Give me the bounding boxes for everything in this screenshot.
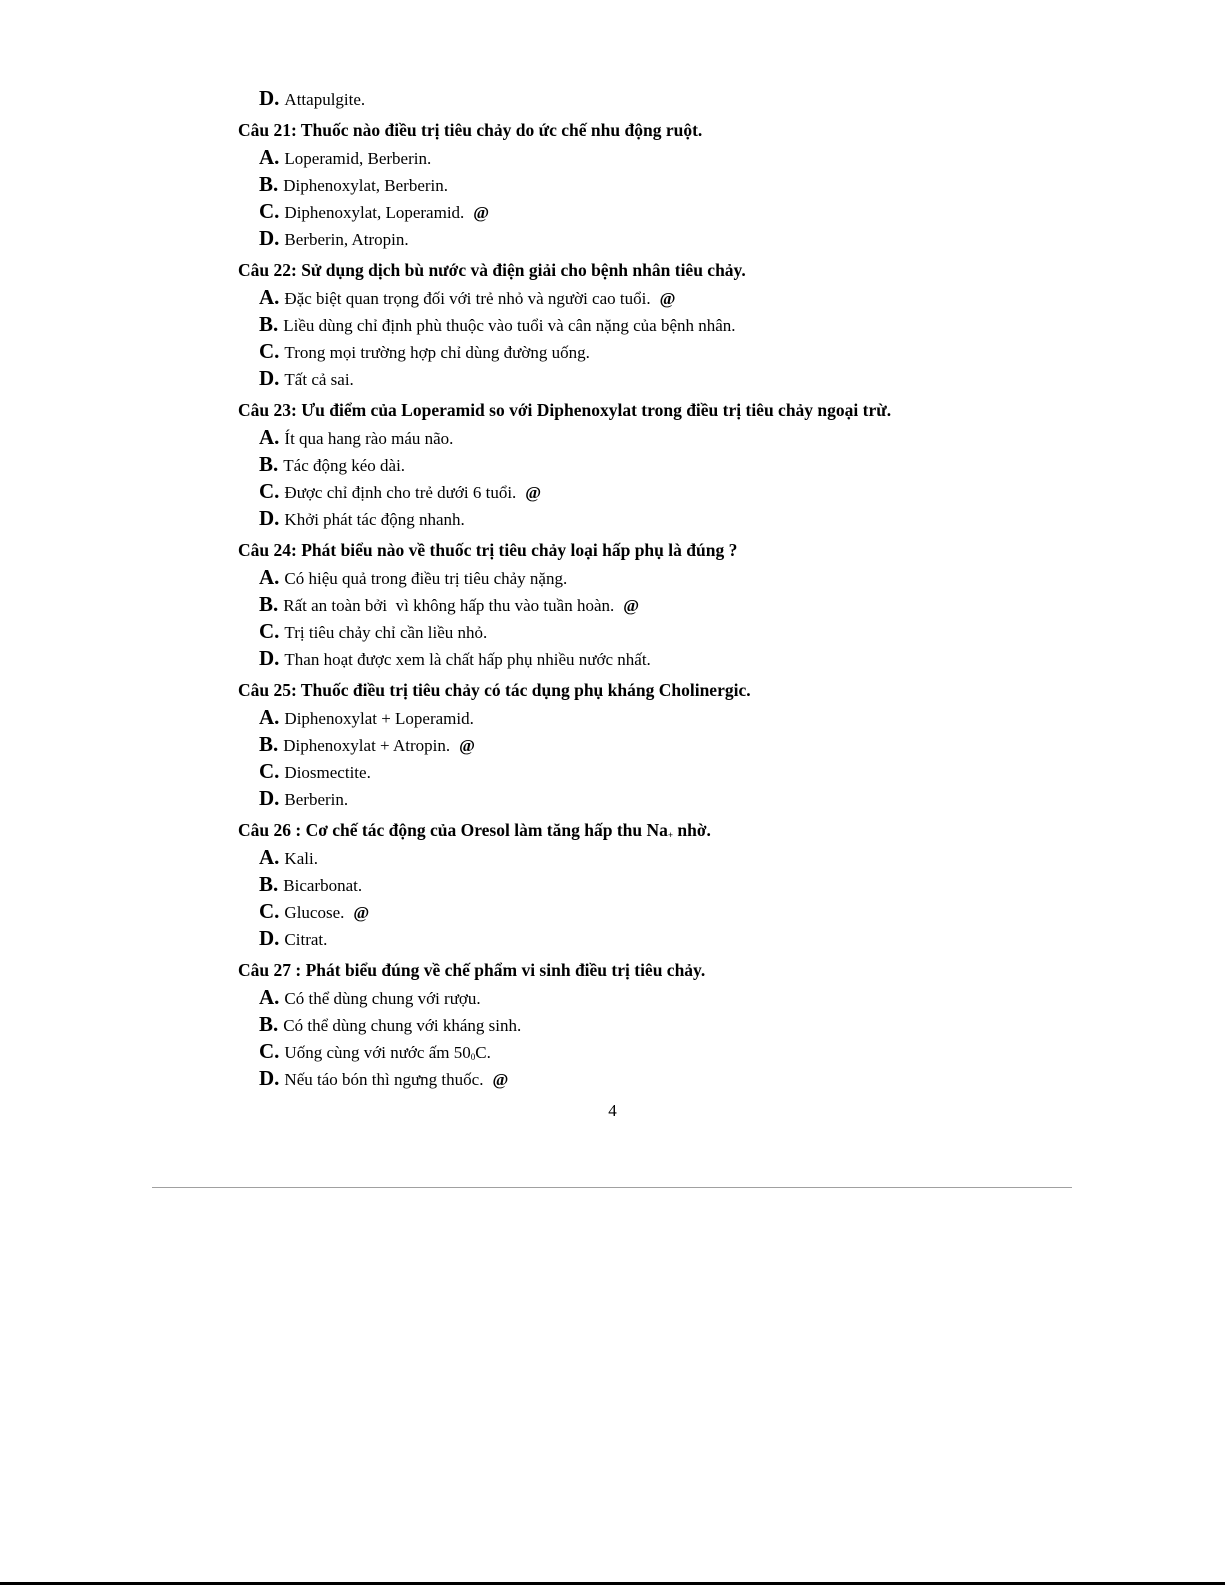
superscript-plus: + <box>667 830 674 840</box>
option-letter: A. <box>259 285 280 309</box>
option-text: Liều dùng chỉ định phù thuộc vào tuổi và cân nặng của bệnh nhân. <box>283 316 736 335</box>
option-text: Attapulgite. <box>284 90 366 109</box>
option-item <box>238 645 1138 672</box>
option-letter: C. <box>259 339 280 363</box>
option-letter: A. <box>259 425 280 449</box>
option-item <box>238 144 1138 171</box>
option-item <box>238 591 1138 618</box>
option-text: Nếu táo bón thì ngưng thuốc. <box>284 1070 484 1089</box>
option-item <box>238 338 1138 365</box>
option-letter: D. <box>259 646 280 670</box>
option-text: Berberin, Atropin. <box>284 230 409 249</box>
question-title: Câu 24: Phát biểu nào về thuốc trị tiêu chảy loại hấp phụ là đúng ? <box>238 540 738 560</box>
option-letter: D. <box>259 1066 280 1090</box>
option-item <box>238 311 1138 338</box>
answer-mark: @ <box>353 903 370 922</box>
option-item <box>238 451 1138 478</box>
answer-mark: @ <box>492 1070 509 1089</box>
option-letter: B. <box>259 172 279 196</box>
option-text: Diphenoxylat + Atropin. <box>283 736 451 755</box>
option-letter: B. <box>259 872 279 896</box>
answer-mark: @ <box>623 596 640 615</box>
option-letter: A. <box>259 145 280 169</box>
option-letter: B. <box>259 732 279 756</box>
option-item <box>238 284 1138 311</box>
option-text: Trị tiêu chảy chỉ cần liều nhỏ. <box>284 623 488 642</box>
option-item <box>238 925 1138 952</box>
answer-mark: @ <box>473 203 490 222</box>
option-item <box>238 731 1138 758</box>
option-item <box>238 478 1138 505</box>
option-text: Diosmectite. <box>284 763 371 782</box>
option-letter: A. <box>259 705 280 729</box>
option-text: Than hoạt được xem là chất hấp phụ nhiều nước nhất. <box>284 650 651 669</box>
option-text: Tác động kéo dài. <box>283 456 406 475</box>
option-letter: B. <box>259 312 279 336</box>
option-letter: C. <box>259 619 280 643</box>
option-letter: D. <box>259 786 280 810</box>
option-item <box>238 871 1138 898</box>
option-item <box>238 618 1138 645</box>
option-text: Citrat. <box>284 930 328 949</box>
option-text: Diphenoxylat, Berberin. <box>283 176 449 195</box>
question-title-text: Câu 26 : Cơ chế tác động của Oresol làm tăng hấp thu Na <box>238 820 668 840</box>
option-text: Được chỉ định cho trẻ dưới 6 tuổi. <box>284 483 517 502</box>
option-item <box>238 898 1138 925</box>
option-letter: B. <box>259 452 279 476</box>
option-text: Có thể dùng chung với rượu. <box>284 989 481 1008</box>
option-letter: D. <box>259 506 280 530</box>
option-letter: D. <box>259 366 280 390</box>
question-title: Câu 21: Thuốc nào điều trị tiêu chảy do ức chế nhu động ruột. <box>238 120 703 140</box>
option-letter: A. <box>259 985 280 1009</box>
question-title-tail: nhờ. <box>673 820 711 840</box>
option-text: Có hiệu quả trong điều trị tiêu chảy nặng. <box>284 569 568 588</box>
option-text: Đặc biệt quan trọng đối với trẻ nhỏ và người cao tuổi. <box>284 289 651 308</box>
document-content <box>238 85 1138 1092</box>
option-text: Trong mọi trường hợp chỉ dùng đường uống. <box>284 343 590 362</box>
option-text: Ít qua hang rào máu não. <box>284 429 454 448</box>
question-title: Câu 22: Sử dụng dịch bù nước và điện giải cho bệnh nhân tiêu chảy. <box>238 260 746 280</box>
option-letter: A. <box>259 845 280 869</box>
option-letter: C. <box>259 1039 280 1063</box>
option-text: Loperamid, Berberin. <box>284 149 432 168</box>
question-title: Câu 25: Thuốc điều trị tiêu chảy có tác dụng phụ kháng Cholinergic. <box>238 680 751 700</box>
option-item <box>238 758 1138 785</box>
option-item <box>238 85 1138 112</box>
option-text: Diphenoxylat, Loperamid. <box>284 203 465 222</box>
page-divider <box>152 1187 1072 1188</box>
option-text: Kali. <box>284 849 318 868</box>
option-letter: C. <box>259 899 280 923</box>
question-title: Câu 23: Ưu điểm của Loperamid so với Diphenoxylat trong điều trị tiêu chảy ngoại trừ. <box>238 400 892 420</box>
option-item <box>238 844 1138 871</box>
option-item <box>238 785 1138 812</box>
option-text: Glucose. <box>284 903 345 922</box>
answer-mark: @ <box>525 483 542 502</box>
option-letter: A. <box>259 565 280 589</box>
option-item <box>238 564 1138 591</box>
option-text: Khởi phát tác động nhanh. <box>284 510 465 529</box>
option-item <box>238 704 1138 731</box>
answer-mark: @ <box>659 289 676 308</box>
option-letter: D. <box>259 926 280 950</box>
answer-mark: @ <box>459 736 475 755</box>
option-text: Uống cùng với nước ấm 50 <box>284 1043 471 1062</box>
option-item <box>238 984 1138 1011</box>
option-text: Bicarbonat. <box>283 876 363 895</box>
option-item <box>238 424 1138 451</box>
option-letter: C. <box>259 199 280 223</box>
option-letter: B. <box>259 1012 279 1036</box>
option-item <box>238 1065 1138 1092</box>
option-letter: B. <box>259 592 279 616</box>
option-text: Berberin. <box>284 790 349 809</box>
page-number: 4 <box>608 1101 617 1120</box>
option-letter: D. <box>259 86 280 110</box>
option-letter: C. <box>259 759 280 783</box>
option-text-tail: C. <box>475 1043 491 1062</box>
option-letter: C. <box>259 479 280 503</box>
subscript-zero: 0 <box>470 1052 476 1062</box>
option-text: Rất an toàn bởi vì không hấp thu vào tuần hoàn. <box>283 596 615 615</box>
option-text: Tất cả sai. <box>284 370 354 389</box>
option-item <box>238 198 1138 225</box>
option-text: Có thể dùng chung với kháng sinh. <box>283 1016 522 1035</box>
option-item <box>238 1011 1138 1038</box>
option-item <box>238 505 1138 532</box>
option-item <box>238 225 1138 252</box>
question-title <box>238 817 1138 844</box>
option-text: Diphenoxylat + Loperamid. <box>284 709 474 728</box>
option-item <box>238 1038 1138 1065</box>
option-item <box>238 365 1138 392</box>
option-item <box>238 171 1138 198</box>
option-letter: D. <box>259 226 280 250</box>
question-title: Câu 27 : Phát biểu đúng về chế phẩm vi sinh điều trị tiêu chảy. <box>238 960 706 980</box>
